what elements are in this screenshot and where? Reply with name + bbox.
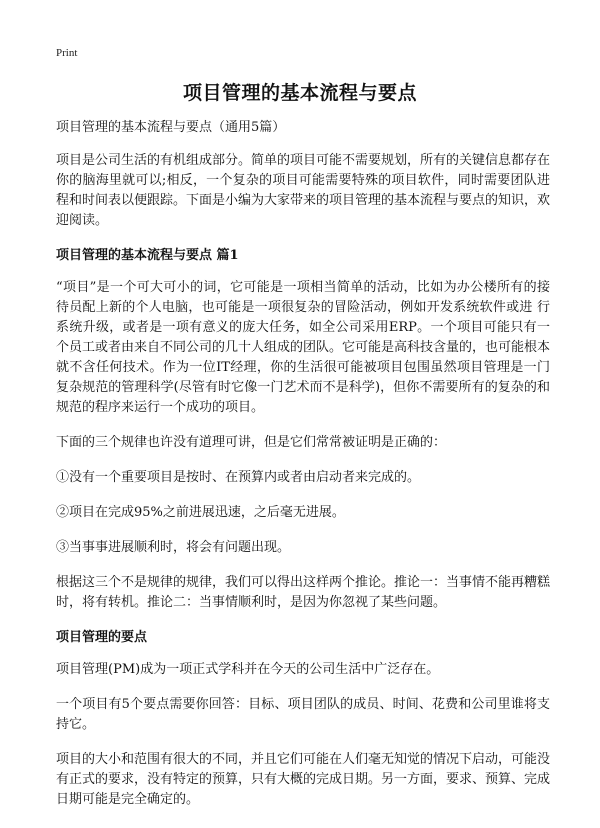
rule-item: ②项目在完成95%之前进展迅速，之后毫无进展。 — [56, 505, 345, 520]
rule-item: ③当事事进展顺利时，将会有问题出现。 — [56, 540, 291, 555]
document-subtitle: 项目管理的基本流程与要点（通用5篇） — [56, 120, 286, 135]
paragraph: “项目”是一个可大可小的词，它可能是一项相当简单的活动，比如为办公楼所有的接待员配上新的个人电脑，也可能是一项很复杂的冒险活动，例如开发系统软件或进 行系统升级，或者是一项有意义的庞大任务，如全公司采用ERP。一个项目可能只有一个员工或者由来自不同公司的几十人组成的团队。它可能是高科技含量的，也可能根本就不含任何技术。作为一位IT经理，你的生活很可能被项目包围虽然项目管理是一门复杂规范的管理科学(尽管有时它像一门艺术而不是科学)，但你不需要所有的复杂的和规范的程序来运行一个成功的项目。 — [56, 280, 551, 415]
section-heading: 项目管理的基本流程与要点 篇1 — [56, 248, 239, 263]
paragraph: 项目管理(PM)成为一项正式学科并在今天的公司生活中广泛存在。 — [56, 662, 440, 677]
intro-paragraph: 项目是公司生活的有机组成部分。简单的项目可能不需要规划，所有的关键信息都存在你的脑海里就可以;相反，一个复杂的项目可能需要特殊的项目软件，同时需要团队进程和时间表以便跟踪。下面是小编为大家带来的项目管理的基本流程与要点的知识，欢迎阅读。 — [56, 153, 551, 228]
paragraph: 项目的大小和范围有很大的不同，并且它们可能在人们毫无知觉的情况下启动，可能没有正式的要求，没有特定的预算，只有大概的完成日期。另一方面，要求、预算、完成日期可能是完全确定的。 — [56, 752, 551, 807]
paragraph: 下面的三个规律也许没有道理可讲，但是它们常常被证明是正确的： — [56, 435, 447, 450]
paragraph: 根据这三个不是规律的规律，我们可以得出这样两个推论。推论一：当事情不能再糟糕时，将有转机。推论二：当事情顺利时，是因为你忽视了某些问题。 — [56, 575, 551, 610]
page-title: 项目管理的基本流程与要点 — [182, 82, 417, 104]
document-body — [56, 118, 550, 825]
section-heading: 项目管理的要点 — [56, 630, 148, 645]
rule-item: ①没有一个重要项目是按时、在预算内或者由启动者来完成的。 — [56, 470, 421, 485]
print-label: Print — [56, 47, 78, 59]
paragraph: 一个项目有5个要点需要你回答：目标、项目团队的成员、时间、花费和公司里谁将支持它。 — [56, 697, 550, 732]
